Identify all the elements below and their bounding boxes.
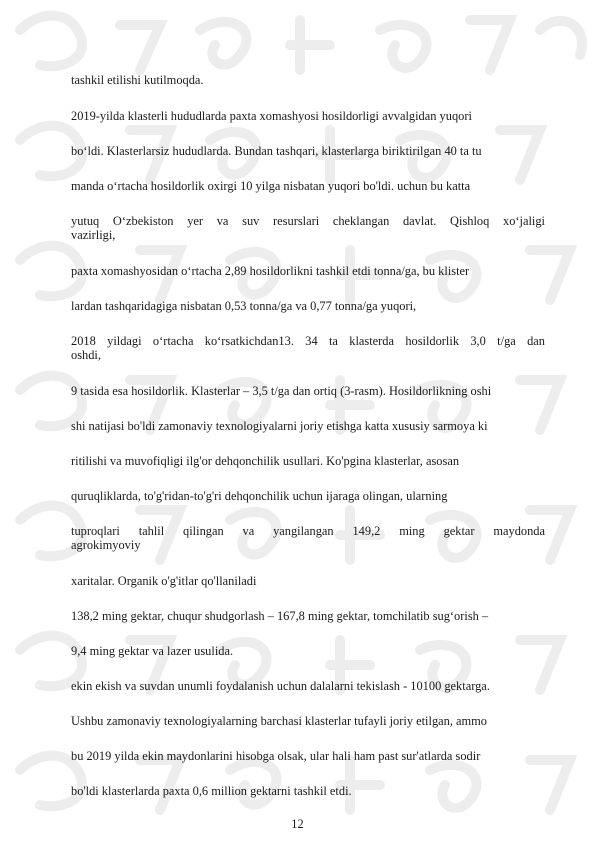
text-line: manda o‘rtacha hosildorlik oxirgi 10 yilga nisbatan yuqori bo'ldi. uchun bu katta bbox=[71, 179, 471, 193]
text-line: 9,4 ming gektar va lazer usulida. bbox=[71, 644, 234, 658]
text-line: bo'ldi klasterlarda paxta 0,6 million gektarni tashkil etdi. bbox=[71, 784, 352, 798]
text-line: yutuq O‘zbekiston yer va suv resurslari cheklangan davlat. Qishloq xo‘jaligi bbox=[71, 214, 545, 228]
text-paragraph bbox=[71, 334, 545, 362]
text-line: 9 tasida esa hosildorlik. Klasterlar – 3,5 t/ga dan ortiq (3-rasm). Hosildorlikning oshi bbox=[71, 384, 492, 398]
page-number: 12 bbox=[291, 817, 304, 831]
text-line: oshdi, bbox=[71, 348, 101, 362]
text-line: vazirligi, bbox=[71, 228, 116, 242]
text-line: 138,2 ming gektar, chuqur shudgorlash – 167,8 ming gektar, tomchilatib sug‘orish – bbox=[71, 609, 489, 623]
text-line: Ushbu zamonaviy texnologiyalarning barchasi klasterlar tufayli joriy etilgan, ammo bbox=[71, 714, 487, 728]
text-line: tuproqlari tahlil qilingan va yangilangan 149,2 ming gektar maydonda bbox=[71, 524, 545, 538]
text-line: agrokimyoviy bbox=[71, 538, 141, 552]
text-line: quruqliklarda, to'g'ridan-to'g'ri dehqonchilik uchun ijaraga olingan, ularning bbox=[71, 489, 448, 503]
text-line: xaritalar. Organik o'g'itlar qo'llaniladi bbox=[71, 574, 257, 588]
text-line: lardan tashqaridagiga nisbatan 0,53 tonna/ga va 0,77 tonna/ga yuqori, bbox=[71, 299, 417, 313]
text-line: tashkil etilishi kutilmoqda. bbox=[71, 73, 204, 87]
text-line: bu 2019 yilda ekin maydonlarini hisobga olsak, ular hali ham past sur'atlarda sodir bbox=[71, 749, 481, 763]
text-line: shi natijasi bo'ldi zamonaviy texnologiyalarni joriy etishga katta xususiy sarmoya ki bbox=[71, 419, 488, 433]
text-line: bo‘ldi. Klasterlarsiz hududlarda. Bundan tashqari, klasterlarga biriktirilgan 40 ta tu bbox=[71, 144, 482, 158]
text-paragraph bbox=[71, 524, 545, 552]
text-line: 2019-yilda klasterli hududlarda paxta xomashyosi hosildorligi avvalgidan yuqori bbox=[71, 109, 472, 123]
text-line: paxta xomashyosidan o‘rtacha 2,89 hosildorlikni tashkil etdi tonna/ga, bu klister bbox=[71, 264, 470, 278]
text-line: 2018 yildagi o‘rtacha ko‘rsatkichdan13. 34 ta klasterda hosildorlik 3,0 t/ga dan bbox=[71, 334, 545, 348]
text-line: ekin ekish va suvdan unumli foydalanish uchun dalalarni tekislash - 10100 gektarga. bbox=[71, 679, 490, 693]
text-paragraph bbox=[71, 214, 545, 242]
text-line: ritilishi va muvofiqligi ilg'or dehqonchilik usullari. Ko'pgina klasterlar, asosan bbox=[71, 454, 460, 468]
